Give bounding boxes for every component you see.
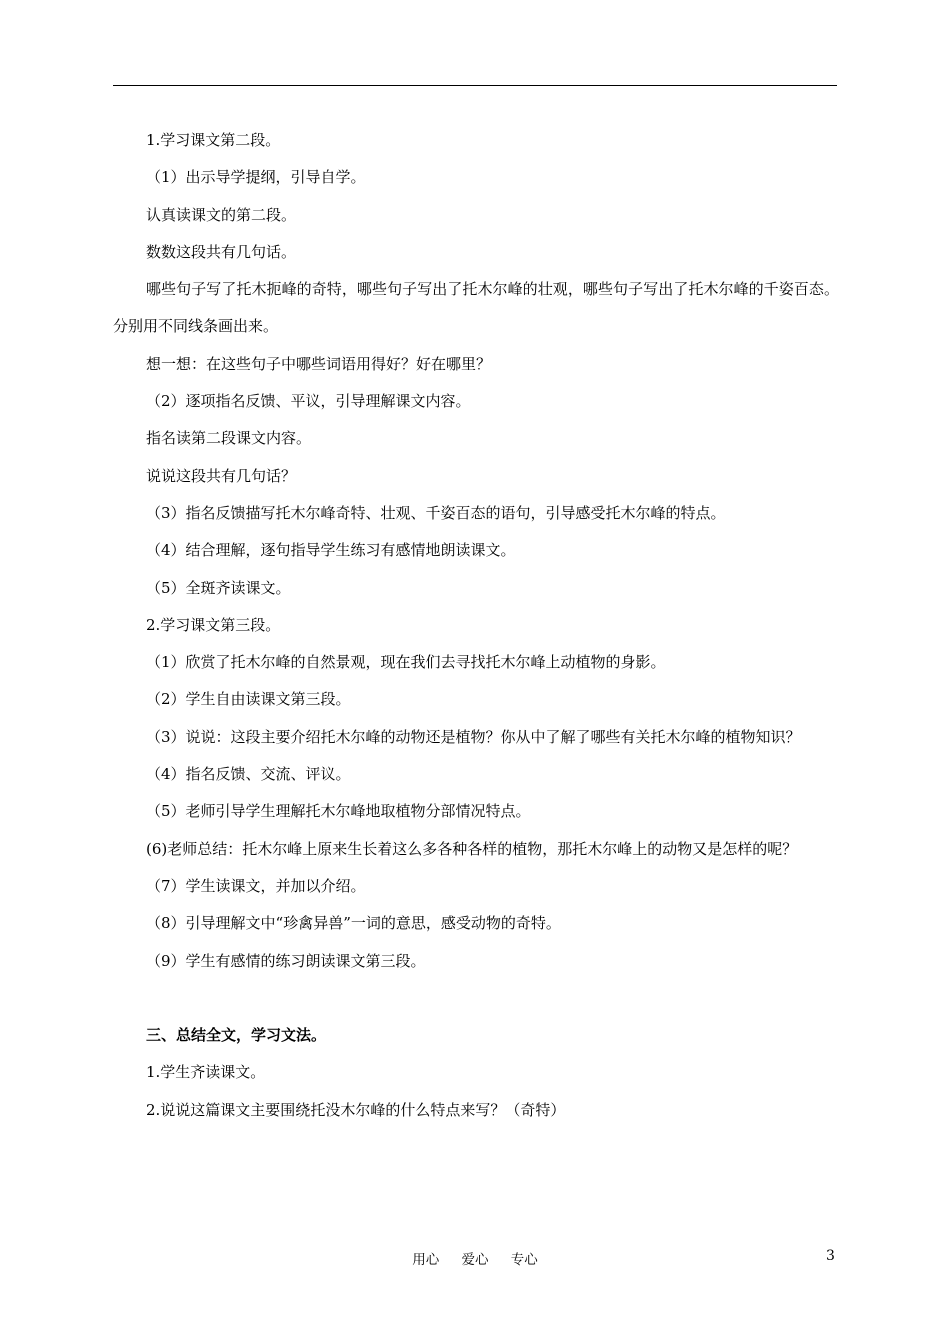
paragraph: （4）指名反馈、交流、评议。 [146, 765, 351, 784]
paragraph: （2）学生自由读课文第三段。 [146, 690, 351, 709]
paragraph: （5）老师引导学生理解托木尔峰地取植物分部情况特点。 [146, 802, 531, 821]
paragraph: 2.学习课文第三段。 [146, 615, 281, 634]
footer-motto-2: 爱心 [461, 1252, 489, 1268]
paragraph: 1.学习课文第二段。 [146, 131, 281, 149]
footer-motto-3: 专心 [510, 1252, 538, 1268]
page-number: 3 [826, 1248, 835, 1264]
paragraph: （7）学生读课文，并加以介绍。 [146, 876, 366, 895]
header-rule [113, 85, 837, 86]
paragraph: （8）引导理解文中“珍禽异兽”一词的意思，感受动物的奇特。 [146, 914, 561, 933]
footer-motto [0, 1248, 950, 1268]
paragraph: （5）全斑齐读课文。 [146, 578, 291, 597]
paragraph: （1）出示导学提纲，引导自学。 [146, 168, 366, 187]
paragraph: (6)老师总结：托木尔峰上原来生长着这么多各种各样的植物，那托木尔峰上的动物又是怎样的呢？ [146, 839, 798, 858]
paragraph: 指名读第二段课文内容。 [146, 429, 312, 448]
paragraph: 数数这段共有几句话。 [146, 242, 297, 261]
paragraph: （1）欣赏了托木尔峰的自然景观，现在我们去寻找托木尔峰上动植物的身影。 [146, 653, 666, 672]
paragraph: （3）说说：这段主要介绍托木尔峰的动物还是植物？你从中了解了哪些有关托木尔峰的植物知识？ [146, 727, 801, 746]
paragraph: 说说这段共有几句话？ [146, 466, 297, 485]
paragraph: 想一想：在这些句子中哪些词语用得好？好在哪里？ [146, 354, 492, 373]
document-body [113, 122, 839, 1129]
paragraph: 哪些句子写了托木扼峰的奇特，哪些句子写出了托木尔峰的壮观，哪些句子写出了托木尔峰的千姿百态。分别用不同线条画出来。 [113, 280, 839, 336]
paragraph: （2）逐项指名反馈、平议，引导理解课文内容。 [146, 392, 471, 411]
paragraph: 认真读课文的第二段。 [146, 205, 297, 224]
paragraph: 1.学生齐读课文。 [146, 1063, 266, 1082]
paragraph: （4）结合理解，逐句指导学生练习有感情地朗读课文。 [146, 541, 516, 560]
section-heading: 三、总结全文，学习文法。 [146, 1026, 327, 1045]
footer-motto-1: 用心 [412, 1252, 440, 1268]
blank-line [113, 980, 839, 1017]
paragraph: （3）指名反馈描写托木尔峰奇特、壮观、千姿百态的语句，引导感受托木尔峰的特点。 [146, 503, 726, 522]
paragraph: 2.说说这篇课文主要围绕托没木尔峰的什么特点来写？（奇特） [146, 1100, 566, 1119]
paragraph: （9）学生有感情的练习朗读课文第三段。 [146, 951, 426, 970]
